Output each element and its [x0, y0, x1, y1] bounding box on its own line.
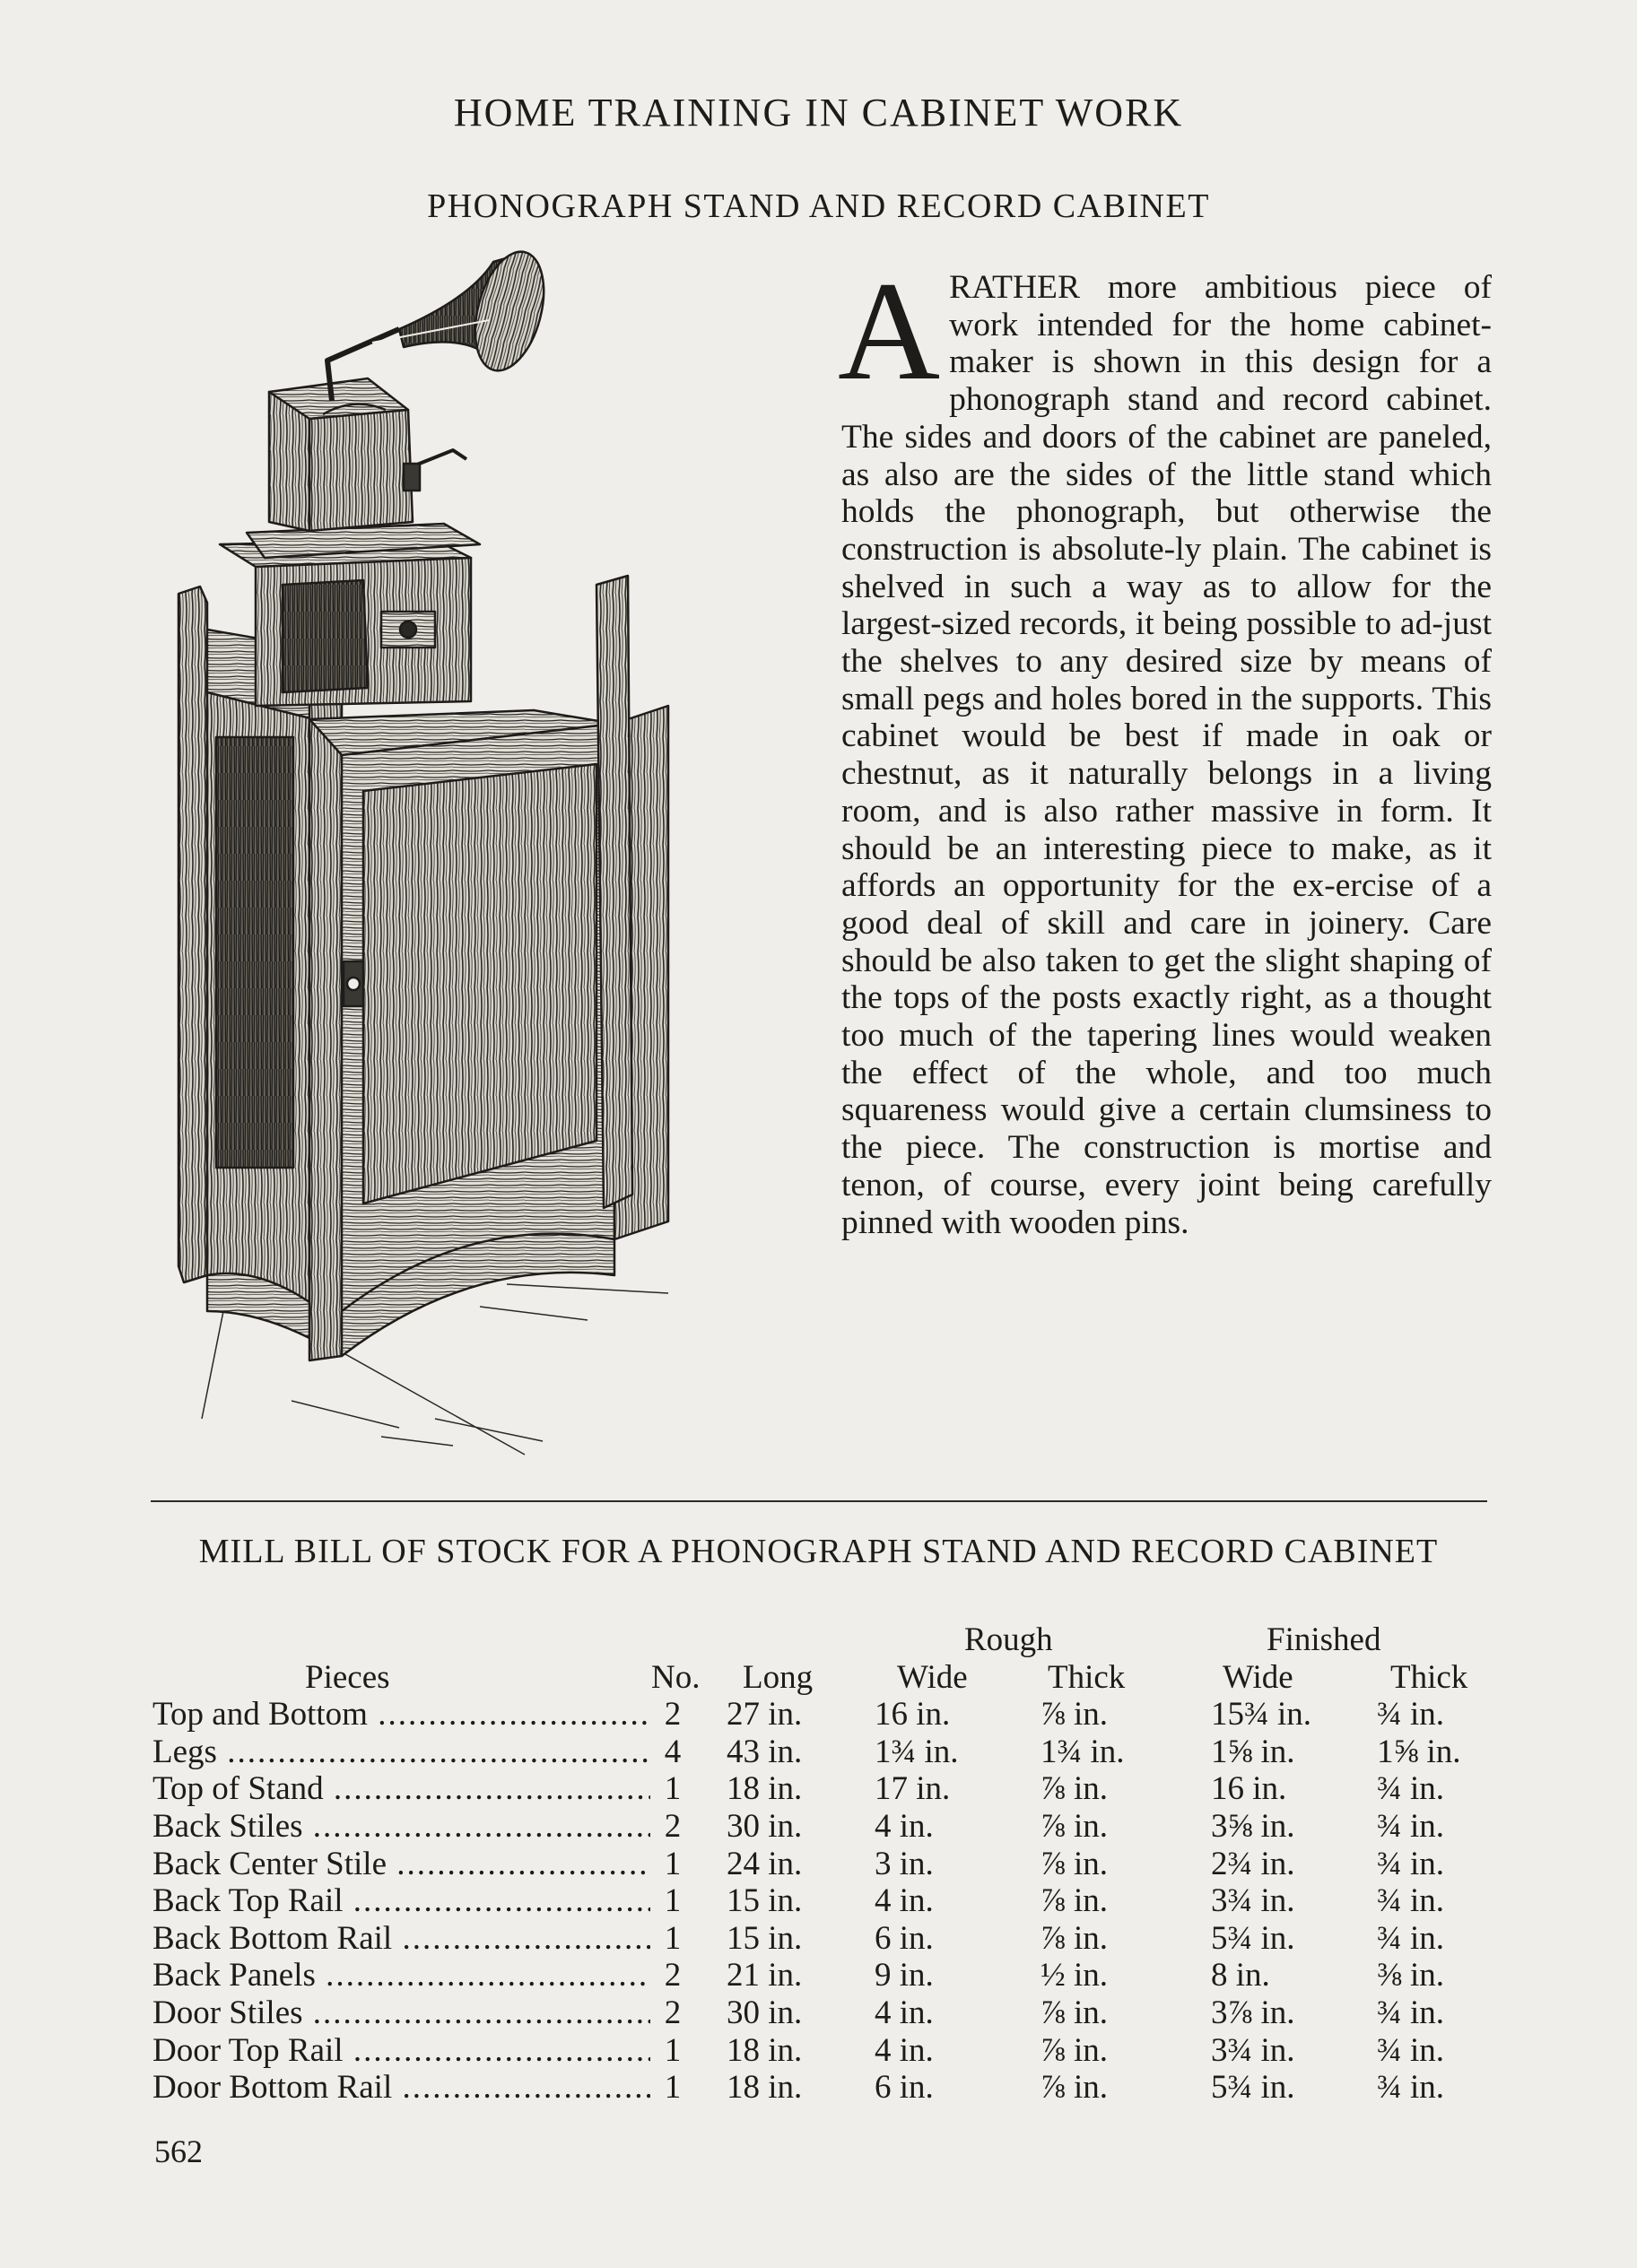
article-paragraph: RATHER more ambitious piece of work intended for the home cabinet-maker is shown in this design for a phonograph stand and record cabinet. The sides and doors of the cabinet are paneled, as also are the sides of the little stand which holds the phonograph, but otherwise the construction is absolute-ly plain. The cabinet is shelved in such a way as to allow for the largest-sized records, it being possible to ad-just the shelves to any desired size by means of small pegs and holes bored in the supports. This cabinet would be best if made in oak or chestnut, as it naturally belongs in a living room, and is also rather massive in form. It should be an interesting piece to make, as it affords an opportunity for the ex-ercise of a good deal of skill and care in joinery. Care should be also taken to get the slight shaping of the tops of the posts exactly right, as a thought too much of the tapering lines would weaken the effect of the whole, and too much squareness would give a certain clumsiness to the piece. The construction is mortise and tenon, of course, every joint being carefully pinned with wooden pins.	[841, 269, 1492, 1241]
cell-piece: Door Top Rail .....	[152, 2032, 650, 2070]
cell-rough-thick: ⅞ in.	[1041, 1845, 1109, 1882]
cell-long: 43 in.	[727, 1733, 803, 1770]
cell-rough-thick: ⅞ in.	[1041, 1696, 1109, 1734]
cell-rough-thick: ⅞ in.	[1041, 2069, 1109, 2107]
cell-rough-wide: 4 in.	[875, 1882, 934, 1920]
mill-bill-title: MILL BILL OF STOCK FOR A PHONOGRAPH STAND AND RECORD CABINET	[198, 1533, 1439, 1570]
cell-no: 2	[664, 1957, 682, 1994]
cell-long: 15 in.	[727, 1919, 803, 1957]
cell-finished-thick: ⅜ in.	[1377, 1957, 1445, 1994]
cell-rough-thick: ½ in.	[1041, 1957, 1109, 1994]
cell-piece: Top of Stand .....	[152, 1770, 650, 1808]
cell-rough-thick: ⅞ in.	[1041, 1919, 1109, 1957]
cell-long: 15 in.	[727, 1882, 803, 1920]
cell-no: 1	[664, 1919, 682, 1957]
drop-cap: A	[838, 253, 941, 410]
cell-finished-wide: 5¾ in.	[1211, 2069, 1295, 2107]
cell-long: 30 in.	[727, 1994, 803, 2031]
cell-finished-wide: 2¾ in.	[1211, 1845, 1295, 1882]
table-row	[152, 2032, 1498, 2070]
cell-finished-wide: 1⅝ in.	[1211, 1733, 1295, 1770]
cell-rough-thick: ⅞ in.	[1041, 1770, 1109, 1808]
article-body	[838, 253, 1492, 1241]
cell-long: 18 in.	[727, 1770, 803, 1808]
cell-finished-thick: ¾ in.	[1377, 1882, 1445, 1920]
col-header-finished-wide: Wide	[1223, 1658, 1293, 1696]
cell-finished-thick: ¾ in.	[1377, 1845, 1445, 1882]
col-header-rough-thick: Thick	[1048, 1658, 1126, 1696]
table-row	[152, 1882, 1498, 1920]
table-row	[152, 2069, 1498, 2107]
table-row	[152, 1994, 1498, 2032]
running-head: HOME TRAINING IN CABINET WORK	[453, 91, 1184, 135]
cell-piece: Legs .....	[152, 1734, 650, 1771]
cell-long: 18 in.	[727, 2031, 803, 2069]
cell-rough-thick: ⅞ in.	[1041, 1882, 1109, 1920]
cell-rough-thick: ⅞ in.	[1041, 1807, 1109, 1845]
cell-no: 2	[664, 1994, 682, 2031]
cell-finished-thick: 1⅝ in.	[1377, 1733, 1461, 1770]
cell-rough-wide: 9 in.	[875, 1957, 934, 1994]
cell-rough-wide: 4 in.	[875, 1994, 934, 2031]
cell-finished-thick: ¾ in.	[1377, 1994, 1445, 2031]
cell-no: 2	[664, 1807, 682, 1845]
table-row	[152, 1957, 1498, 1994]
cell-no: 1	[664, 1770, 682, 1808]
cell-finished-thick: ¾ in.	[1377, 1696, 1445, 1734]
cell-rough-wide: 3 in.	[875, 1845, 934, 1882]
cell-finished-wide: 5¾ in.	[1211, 1919, 1295, 1957]
cell-rough-wide: 17 in.	[875, 1770, 951, 1808]
cell-no: 2	[664, 1696, 682, 1734]
cell-rough-thick: ⅞ in.	[1041, 1994, 1109, 2031]
cell-rough-wide: 4 in.	[875, 1807, 934, 1845]
phonograph-cabinet-illustration	[166, 235, 848, 1482]
cell-piece: Door Stiles .....	[152, 1994, 650, 2032]
cell-finished-wide: 8 in.	[1211, 1957, 1270, 1994]
col-header-finished-thick: Thick	[1390, 1658, 1468, 1696]
table-row	[152, 1920, 1498, 1958]
cell-no: 1	[664, 1882, 682, 1920]
table-header-row	[152, 1659, 1498, 1697]
cell-piece: Top and Bottom .....	[152, 1696, 650, 1734]
table-row	[152, 1846, 1498, 1883]
table-row	[152, 1734, 1498, 1771]
cell-finished-wide: 15¾ in.	[1211, 1696, 1312, 1734]
cell-long: 27 in.	[727, 1696, 803, 1734]
mill-bill-table	[152, 1621, 1498, 2107]
cell-finished-thick: ¾ in.	[1377, 1770, 1445, 1808]
cell-finished-thick: ¾ in.	[1377, 1919, 1445, 1957]
cell-rough-wide: 16 in.	[875, 1696, 951, 1734]
cell-piece: Back Stiles .....	[152, 1808, 650, 1846]
cell-no: 1	[664, 1845, 682, 1882]
cell-piece: Door Bottom Rail .....	[152, 2069, 650, 2107]
cell-rough-wide: 6 in.	[875, 2069, 934, 2107]
cell-finished-wide: 3⅝ in.	[1211, 1807, 1295, 1845]
cell-piece: Back Bottom Rail .....	[152, 1920, 650, 1958]
cell-finished-wide: 3¾ in.	[1211, 1882, 1295, 1920]
cell-finished-wide: 16 in.	[1211, 1770, 1287, 1808]
col-header-pieces: Pieces	[305, 1658, 390, 1696]
finished-group-header: Finished	[1267, 1621, 1381, 1658]
cell-finished-thick: ¾ in.	[1377, 1807, 1445, 1845]
cell-no: 1	[664, 2031, 682, 2069]
section-divider	[151, 1500, 1487, 1502]
cell-long: 18 in.	[727, 2069, 803, 2107]
col-header-rough-wide: Wide	[897, 1658, 968, 1696]
table-row	[152, 1696, 1498, 1734]
cell-rough-thick: 1¾ in.	[1041, 1733, 1125, 1770]
cell-piece: Back Center Stile .....	[152, 1846, 650, 1883]
table-row	[152, 1808, 1498, 1846]
cell-piece: Back Top Rail .....	[152, 1882, 650, 1920]
cell-finished-thick: ¾ in.	[1377, 2031, 1445, 2069]
col-header-long: Long	[743, 1658, 814, 1696]
article-title: PHONOGRAPH STAND AND RECORD CABINET	[427, 187, 1210, 225]
cell-rough-wide: 6 in.	[875, 1919, 934, 1957]
col-header-no: No.	[651, 1658, 701, 1696]
cell-long: 21 in.	[727, 1957, 803, 1994]
cell-finished-thick: ¾ in.	[1377, 2069, 1445, 2107]
table-row	[152, 1770, 1498, 1808]
cell-rough-wide: 1¾ in.	[875, 1733, 959, 1770]
cell-finished-wide: 3⅞ in.	[1211, 1994, 1295, 2031]
cell-rough-thick: ⅞ in.	[1041, 2031, 1109, 2069]
table-body	[152, 1696, 1498, 2107]
cell-rough-wide: 4 in.	[875, 2031, 934, 2069]
rough-group-header: Rough	[964, 1621, 1053, 1658]
cell-long: 30 in.	[727, 1807, 803, 1845]
table-group-header-row	[152, 1621, 1498, 1659]
cell-finished-wide: 3¾ in.	[1211, 2031, 1295, 2069]
page-number: 562	[154, 2133, 203, 2169]
cell-piece: Back Panels .....	[152, 1957, 650, 1994]
cell-no: 4	[664, 1733, 682, 1770]
cell-long: 24 in.	[727, 1845, 803, 1882]
cell-no: 1	[664, 2069, 682, 2107]
